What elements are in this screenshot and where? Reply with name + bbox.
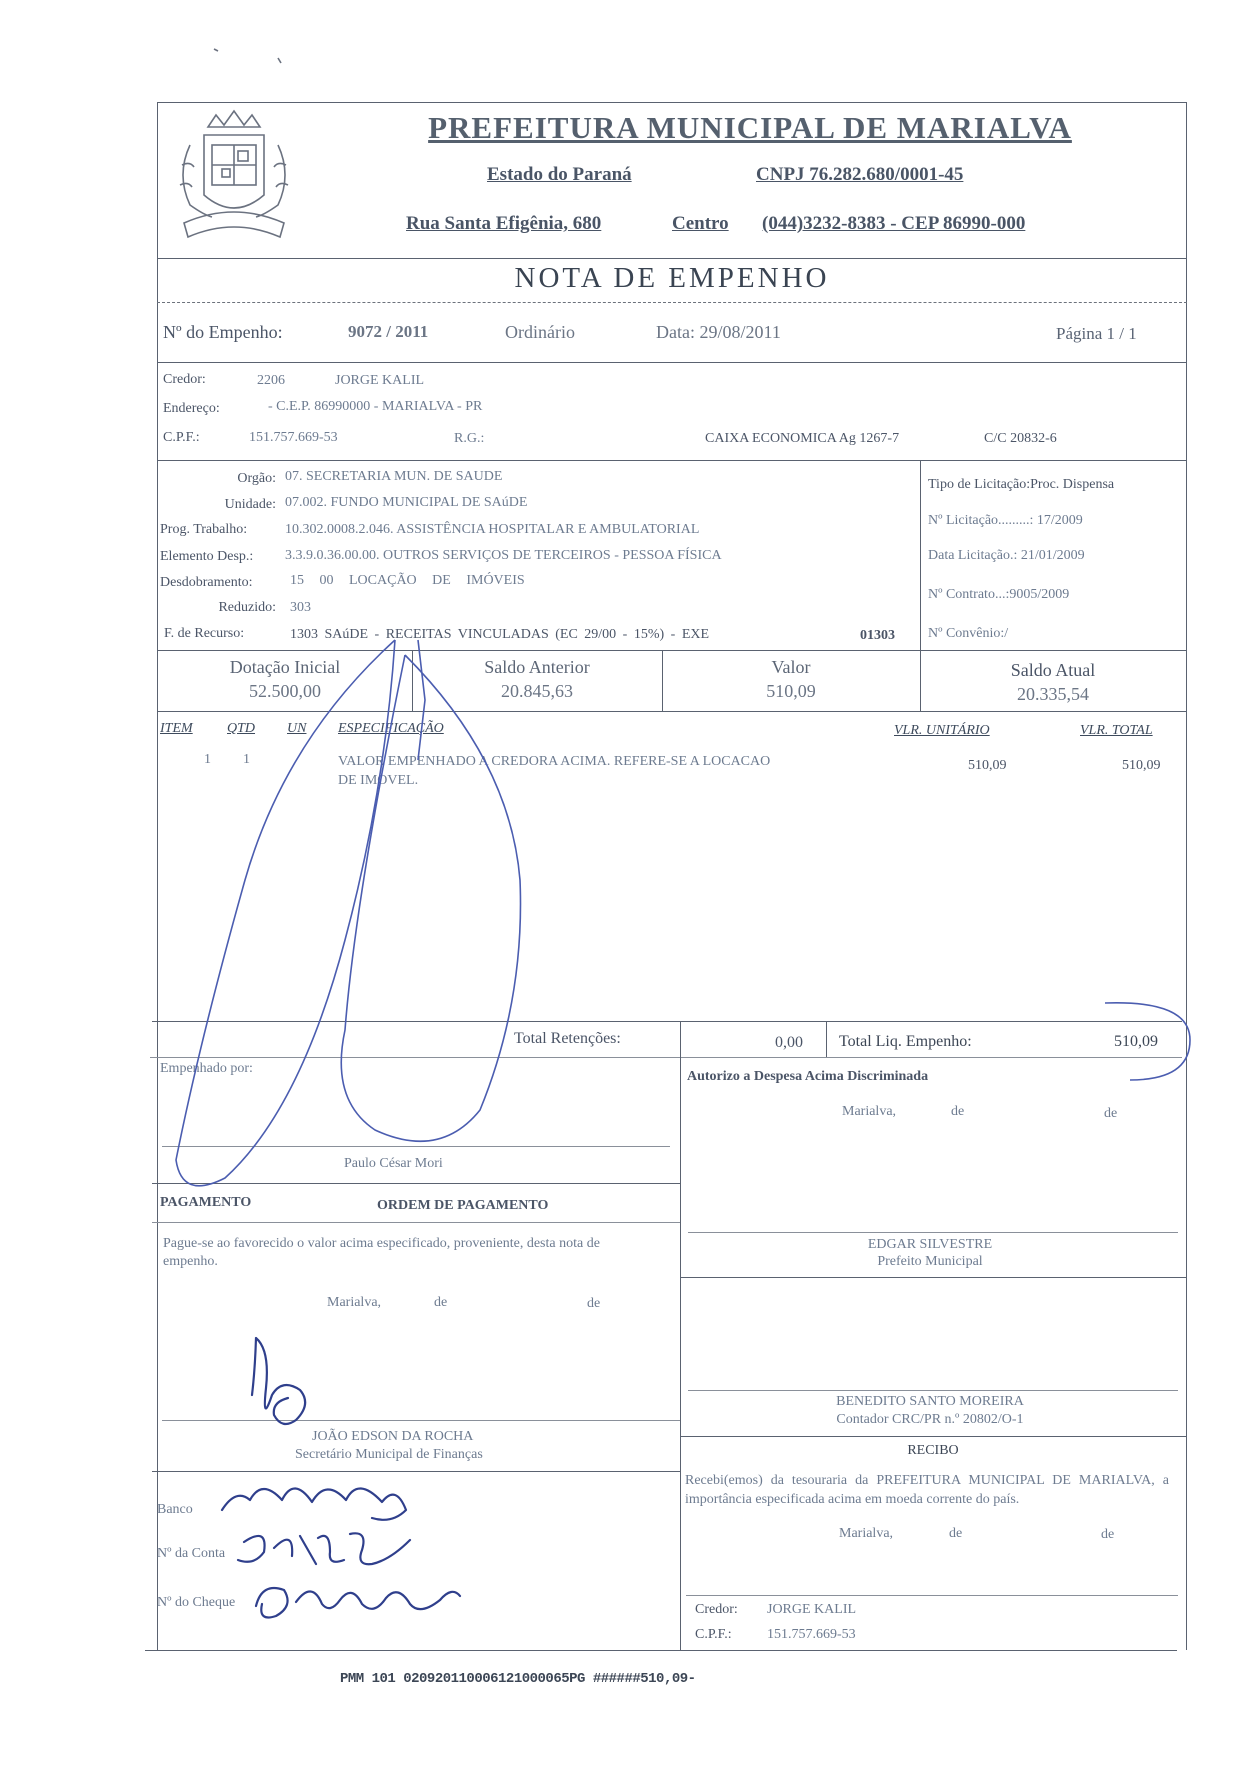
ink-line bbox=[418, 640, 425, 760]
credor-code: 2206 bbox=[257, 373, 285, 388]
pagamento-label: PAGAMENTO bbox=[160, 1195, 252, 1210]
recibo-cpf-label: C.P.F.: bbox=[695, 1627, 732, 1642]
banco-signature bbox=[222, 1488, 406, 1519]
item-description: VALOR EMPENHADO A CREDORA ACIMA. REFERE-SE A LOCACAO bbox=[338, 754, 771, 769]
item-unit-value: 510,09 bbox=[968, 758, 1007, 773]
licitacao-number: Nº Licitação.........: 17/2009 bbox=[928, 513, 1083, 528]
ink-circle-total bbox=[1105, 1003, 1190, 1080]
cnpj-label: CNPJ 76.282.680/0001-45 bbox=[756, 164, 964, 185]
recibo-cpf: 151.757.669-53 bbox=[767, 1627, 856, 1642]
valor-value: 510,09 bbox=[766, 681, 816, 701]
ordem-pagamento-label: ORDEM DE PAGAMENTO bbox=[377, 1198, 549, 1213]
empenhado-name: Paulo César Mori bbox=[344, 1156, 443, 1171]
unidade-label: Unidade: bbox=[224, 497, 276, 512]
contador-title: Contador CRC/PR n.º 20802/O-1 bbox=[836, 1412, 1024, 1427]
saldo-atual-label: Saldo Atual bbox=[1010, 660, 1096, 680]
recibo-title: RECIBO bbox=[907, 1443, 959, 1458]
dotacao-label: Dotação Inicial bbox=[229, 657, 341, 677]
recibo-de-1: de bbox=[949, 1526, 963, 1541]
col-header-qtd: QTD bbox=[227, 721, 256, 736]
dotacao-value: 52.500,00 bbox=[249, 681, 321, 701]
item-number: 1 bbox=[204, 752, 211, 767]
banco-label: Banco bbox=[157, 1502, 193, 1517]
orgao-label: Orgão: bbox=[237, 471, 276, 486]
cheque-label: Nº do Cheque bbox=[157, 1595, 236, 1610]
recibo-credor-name: JORGE KALIL bbox=[767, 1602, 857, 1617]
col-header-item: ITEM bbox=[160, 721, 193, 736]
retencoes-label: Total Retenções: bbox=[514, 1030, 621, 1047]
pague-se-text: Pague-se ao favorecido o valor acima especificado, proveniente, desta nota de empenho. bbox=[163, 1236, 600, 1269]
saldo-anterior-value: 20.845,63 bbox=[501, 681, 573, 701]
address-label: Rua Santa Efigênia, 680 bbox=[406, 213, 602, 234]
recurso-code: 01303 bbox=[860, 628, 895, 643]
liquido-value: 510,09 bbox=[1114, 1033, 1158, 1050]
col-header-unit-value: VLR. UNITÁRIO bbox=[894, 723, 990, 738]
unidade-value: 07.002. FUNDO MUNICIPAL DE SAúDE bbox=[285, 495, 528, 510]
address-field-label: Endereço: bbox=[163, 401, 220, 416]
empenho-type: Ordinário bbox=[505, 322, 575, 342]
ink-loop-left bbox=[176, 640, 395, 1186]
item-qty: 1 bbox=[243, 752, 250, 767]
finance-signature bbox=[252, 1338, 305, 1424]
empenhado-por-label: Empenhado por: bbox=[160, 1061, 253, 1076]
document-title: NOTA DE EMPENHO bbox=[514, 262, 830, 294]
col-header-especificacao: ESPECIFICAÇÃO bbox=[338, 721, 444, 736]
desdobramento-label: Desdobramento: bbox=[160, 575, 253, 590]
prefeito-title: Prefeito Municipal bbox=[877, 1254, 983, 1269]
phone-cep-label: (044)3232-8383 - CEP 86990-000 bbox=[762, 213, 1026, 234]
autorizo-label: Autorizo a Despesa Acima Discriminada bbox=[687, 1069, 929, 1084]
item-total-value: 510,09 bbox=[1122, 758, 1161, 773]
saldo-atual-value: 20.335,54 bbox=[1017, 684, 1089, 704]
item-description-cont: DE IMOVEL. bbox=[338, 773, 419, 788]
reduzido-value: 303 bbox=[290, 600, 311, 615]
empenho-date: Data: 29/08/2011 bbox=[656, 322, 781, 342]
autorizo-de-1: de bbox=[951, 1104, 965, 1119]
finance-secretary-title: Secretário Municipal de Finanças bbox=[295, 1447, 483, 1462]
recurso-value: 1303 SAúDE - RECEITAS VINCULADAS (EC 29/00 - 15%) - EXE bbox=[290, 627, 710, 642]
contador-name: BENEDITO SANTO MOREIRA bbox=[836, 1394, 1024, 1409]
footer-code: PMM 101 020920110006121000065PG ######510,09- bbox=[340, 1671, 696, 1687]
bank-info: CAIXA ECONOMICA Ag 1267-7 bbox=[705, 431, 900, 446]
stray-mark-top bbox=[214, 49, 281, 63]
prog-label: Prog. Trabalho: bbox=[160, 522, 248, 537]
cpf-label: C.P.F.: bbox=[163, 430, 200, 445]
elemento-label: Elemento Desp.: bbox=[160, 549, 254, 564]
conta-label: Nº da Conta bbox=[157, 1546, 226, 1561]
ink-loop-right bbox=[341, 655, 520, 1141]
district-label: Centro bbox=[672, 213, 729, 234]
pagamento-de-2: de bbox=[587, 1296, 601, 1311]
cheque-signature bbox=[256, 1588, 460, 1618]
page-number: Página 1 / 1 bbox=[1056, 324, 1137, 343]
conta-signature bbox=[238, 1533, 410, 1564]
account-info: C/C 20832-6 bbox=[984, 431, 1057, 446]
finance-secretary-name: JOÃO EDSON DA ROCHA bbox=[312, 1429, 474, 1444]
licitacao-type: Tipo de Licitação:Proc. Dispensa bbox=[928, 477, 1115, 492]
autorizo-place: Marialva, bbox=[842, 1104, 897, 1119]
valor-label: Valor bbox=[771, 657, 811, 677]
orgao-value: 07. SECRETARIA MUN. DE SAUDE bbox=[285, 469, 503, 484]
empenho-number: 9072 / 2011 bbox=[348, 322, 429, 341]
pagamento-de-1: de bbox=[434, 1295, 448, 1310]
city-hall-title: PREFEITURA MUNICIPAL DE MARIALVA bbox=[428, 110, 1072, 145]
retencoes-value: 0,00 bbox=[775, 1034, 803, 1051]
autorizo-de-2: de bbox=[1104, 1106, 1118, 1121]
elemento-value: 3.3.9.0.36.00.00. OUTROS SERVIÇOS DE TERCEIROS - PESSOA FÍSICA bbox=[285, 548, 722, 563]
recibo-de-2: de bbox=[1101, 1527, 1115, 1542]
credor-cpf: 151.757.669-53 bbox=[249, 430, 338, 445]
empenho-number-label: Nº do Empenho: bbox=[163, 322, 283, 342]
prefeito-name: EDGAR SILVESTRE bbox=[867, 1237, 993, 1252]
credor-name: JORGE KALIL bbox=[335, 373, 425, 388]
state-label: Estado do Paraná bbox=[487, 164, 632, 185]
reduzido-label: Reduzido: bbox=[218, 600, 276, 615]
col-header-total-value: VLR. TOTAL bbox=[1080, 723, 1153, 738]
pagamento-place: Marialva, bbox=[327, 1295, 382, 1310]
recibo-place: Marialva, bbox=[839, 1526, 894, 1541]
saldo-anterior-label: Saldo Anterior bbox=[484, 657, 590, 677]
desdobramento-value: 15 00 LOCAÇÃO DE IMÓVEIS bbox=[290, 573, 525, 588]
recurso-label: F. de Recurso: bbox=[164, 626, 245, 641]
prog-value: 10.302.0008.2.046. ASSISTÊNCIA HOSPITALAR E AMBULATORIAL bbox=[285, 522, 700, 537]
licitacao-date: Data Licitação.: 21/01/2009 bbox=[928, 548, 1085, 563]
convenio-number: Nº Convênio:/ bbox=[928, 626, 1009, 641]
liquido-label: Total Liq. Empenho: bbox=[839, 1033, 972, 1050]
contract-number: Nº Contrato...:9005/2009 bbox=[928, 587, 1070, 602]
recibo-credor-label: Credor: bbox=[695, 1602, 738, 1617]
credor-address: - C.E.P. 86990000 - MARIALVA - PR bbox=[268, 399, 483, 414]
col-header-un: UN bbox=[287, 721, 307, 736]
credor-label: Credor: bbox=[163, 372, 206, 387]
rg-label: R.G.: bbox=[454, 431, 485, 446]
recibo-text: Recebi(emos) da tesouraria da PREFEITURA MUNICIPAL DE MARIALVA, a importância especificada acima em moeda corrente do país. bbox=[685, 1473, 1169, 1507]
